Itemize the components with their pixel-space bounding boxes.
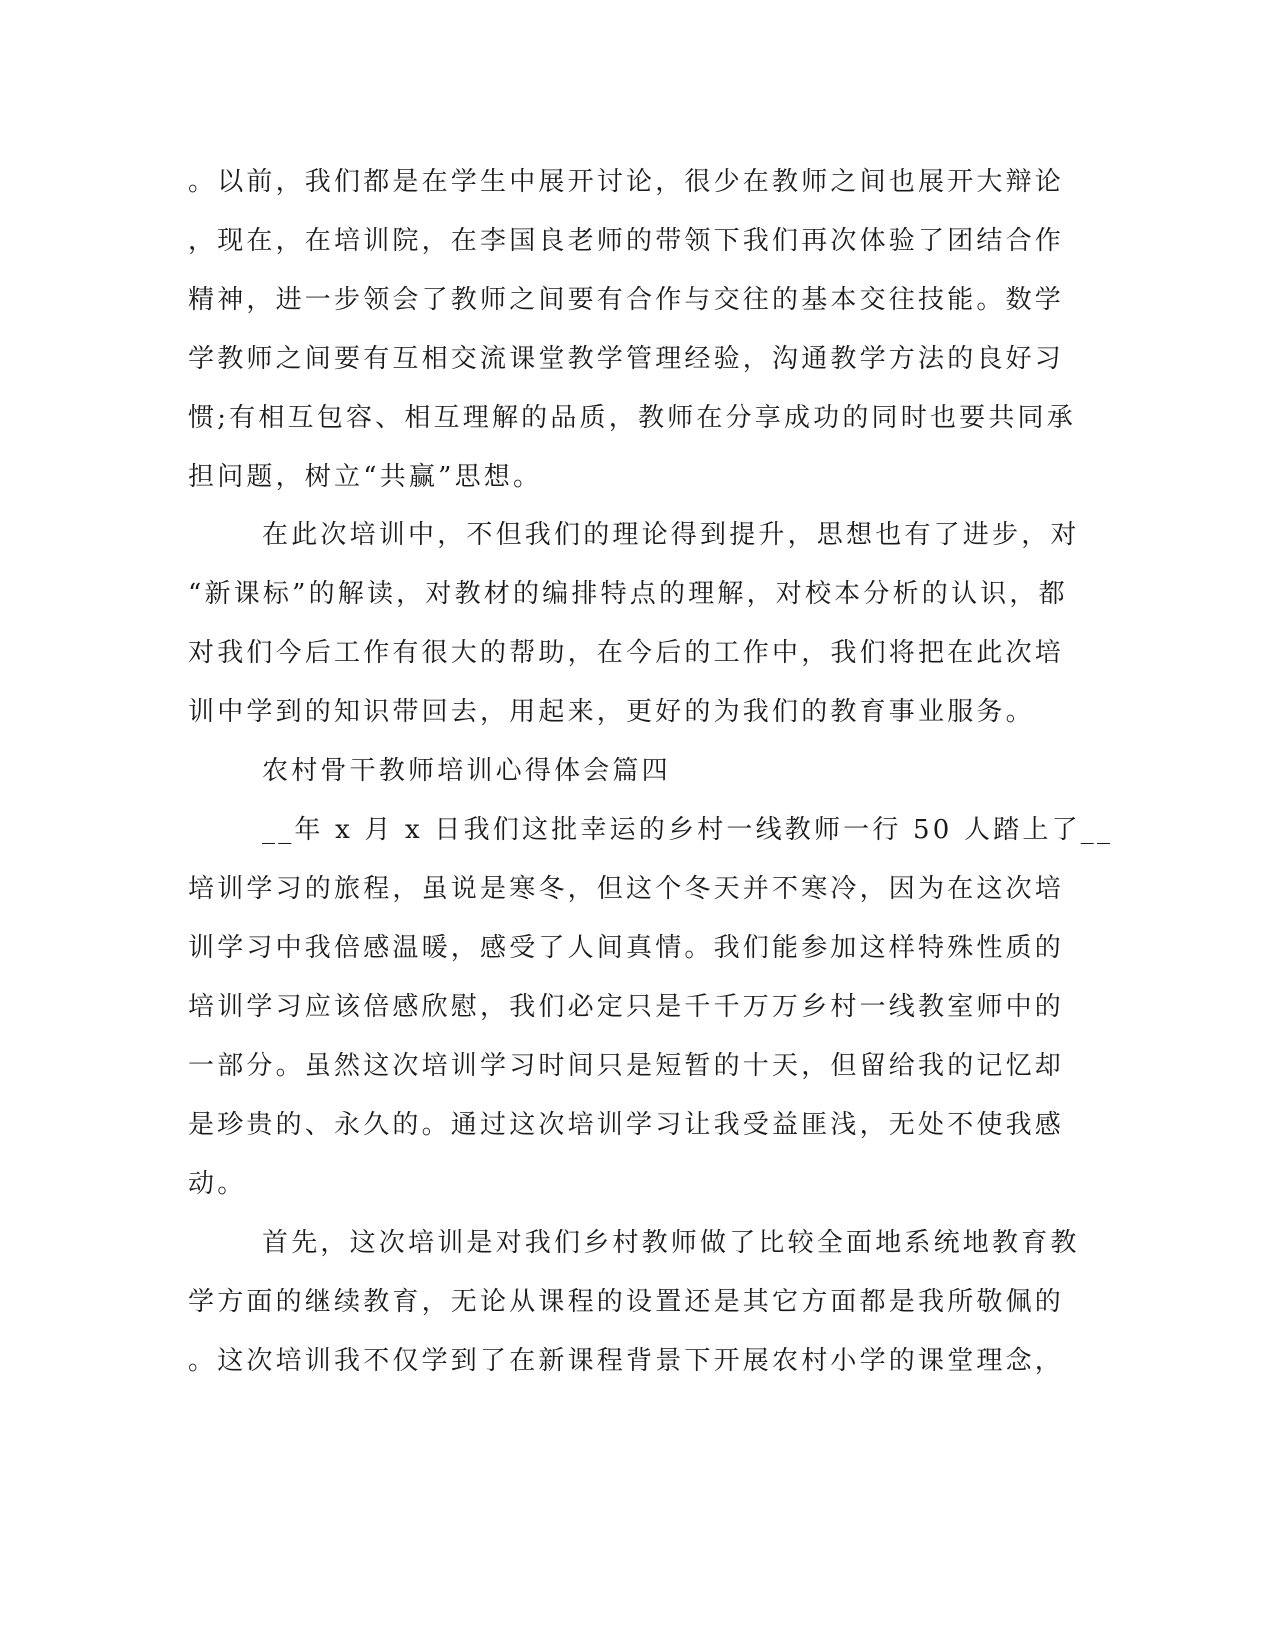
section-heading: 农村骨干教师培训心得体会篇四 bbox=[262, 756, 671, 786]
paragraph-start-line: 首先，这次培训是对我们乡村教师做了比较全面地系统地教育教 bbox=[262, 1228, 1080, 1258]
text-line: 精神，进一步领会了教师之间要有合作与交往的基本交往技能。数学 bbox=[188, 285, 1065, 315]
text-line: 对我们今后工作有很大的帮助，在今后的工作中，我们将把在此次培 bbox=[188, 638, 1065, 668]
text-line: 是珍贵的、永久的。通过这次培训学习让我受益匪浅，无处不使我感 bbox=[188, 1110, 1065, 1140]
text-line: “新课标”的解读，对教材的编排特点的理解，对校本分析的认识，都 bbox=[188, 579, 1068, 609]
text-line: 学教师之间要有互相交流课堂教学管理经验，沟通教学方法的良好习 bbox=[188, 344, 1065, 374]
text-line: ，现在，在培训院，在李国良老师的带领下我们再次体验了团结合作 bbox=[188, 226, 1065, 256]
text-line: 学方面的继续教育，无论从课程的设置还是其它方面都是我所敬佩的 bbox=[188, 1287, 1065, 1317]
paragraph-start-line: 在此次培训中，不但我们的理论得到提升，思想也有了进步，对 bbox=[262, 520, 1080, 550]
text-line: 培训学习应该倍感欣慰，我们必定只是千千万万乡村一线教室师中的 bbox=[188, 992, 1065, 1022]
text-line: 动。 bbox=[188, 1169, 247, 1199]
text-line: 。这次培训我不仅学到了在新课程背景下开展农村小学的课堂理念， bbox=[188, 1346, 1065, 1376]
text-line: 训中学到的知识带回去，用起来，更好的为我们的教育事业服务。 bbox=[188, 697, 1035, 727]
text-line: 训学习中我倍感温暖，感受了人间真情。我们能参加这样特殊性质的 bbox=[188, 933, 1065, 963]
text-line: 担问题，树立“共赢”思想。 bbox=[188, 462, 543, 492]
text-line: 惯;有相互包容、相互理解的品质，教师在分享成功的同时也要共同承 bbox=[188, 403, 1076, 433]
paragraph-start-line: __年 x 月 x 日我们这批幸运的乡村一线教师一行 50 人踏上了__ bbox=[262, 815, 1114, 845]
text-line: 一部分。虽然这次培训学习时间只是短暂的十天，但留给我的记忆却 bbox=[188, 1051, 1065, 1081]
text-line: 。以前，我们都是在学生中展开讨论，很少在教师之间也展开大辩论 bbox=[188, 167, 1065, 197]
text-line: 培训学习的旅程，虽说是寒冬，但这个冬天并不寒冷，因为在这次培 bbox=[188, 874, 1065, 904]
